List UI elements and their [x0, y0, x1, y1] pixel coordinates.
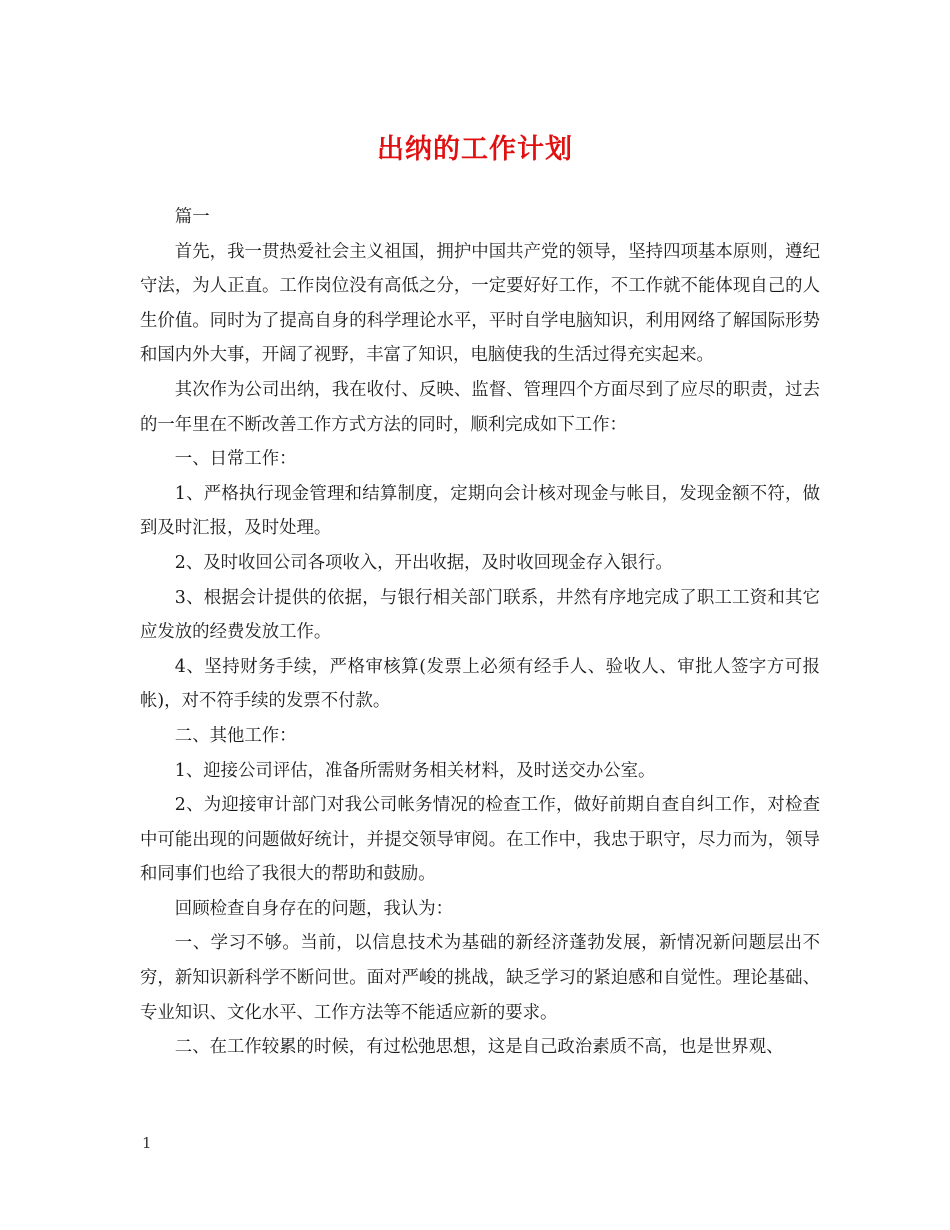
subheading: 二、其他工作： [174, 725, 297, 746]
paragraph: 首先，我一贯热爱社会主义祖国，拥护中国共产党的领导，坚持四项基本原则，遵纪守法，为人正直。工作岗位没有高低之分，一定要好好工作，不工作就不能体现自己的人生价值。同时为了提高自身的科学理论水平，平时自学电脑知识，利用网络了解国际形势和国内外大事，开阔了视野，丰富了知识，电脑使我的生活过得充实起来。 [140, 241, 820, 366]
list-item: 3、根据会计提供的依据，与银行相关部门联系，井然有序地完成了职工工资和其它应发放的经费发放工作。 [140, 587, 820, 643]
paragraph: 其次作为公司出纳，我在收付、反映、监督、管理四个方面尽到了应尽的职责，过去的一年里在不断改善工作方式方法的同时，顺利完成如下工作： [140, 379, 820, 435]
list-item: 2、及时收回公司各项收入，开出收据，及时收回现金存入银行。 [174, 552, 673, 573]
list-item: 1、严格执行现金管理和结算制度，定期向会计核对现金与帐目，发现金额不符，做到及时汇报，及时处理。 [140, 483, 820, 539]
paragraph: 回顾检查自身存在的问题，我认为： [174, 898, 454, 919]
list-item: 一、学习不够。当前，以信息技术为基础的新经济蓬勃发展，新情况新问题层出不穷，新知识新科学不断问世。面对严峻的挑战，缺乏学习的紧迫感和自觉性。理论基础、专业知识、文化水平、工作方法等不能适应新的要求。 [140, 933, 820, 1023]
list-item: 1、迎接公司评估，准备所需财务相关材料，及时送交办公室。 [174, 760, 656, 781]
subheading: 一、日常工作： [174, 449, 297, 470]
document-body [140, 200, 820, 1065]
list-item: 2、为迎接审计部门对我公司帐务情况的检查工作，做好前期自查自纠工作，对检查中可能出现的问题做好统计，并提交领导审阅。在工作中，我忠于职守，尽力而为，领导和同事们也给了我很大的帮助和鼓励。 [140, 795, 820, 885]
list-item: 4、坚持财务手续，严格审核算(发票上必须有经手人、验收人、审批人签字方可报帐)，对不符手续的发票不付款。 [140, 656, 820, 712]
section-heading: 篇一 [174, 207, 210, 227]
page-number: 1 [142, 1134, 152, 1152]
list-item: 二、在工作较累的时候，有过松弛思想，这是自己政治素质不高，也是世界观、 [174, 1037, 784, 1058]
document-title: 出纳的工作计划 [377, 134, 573, 165]
